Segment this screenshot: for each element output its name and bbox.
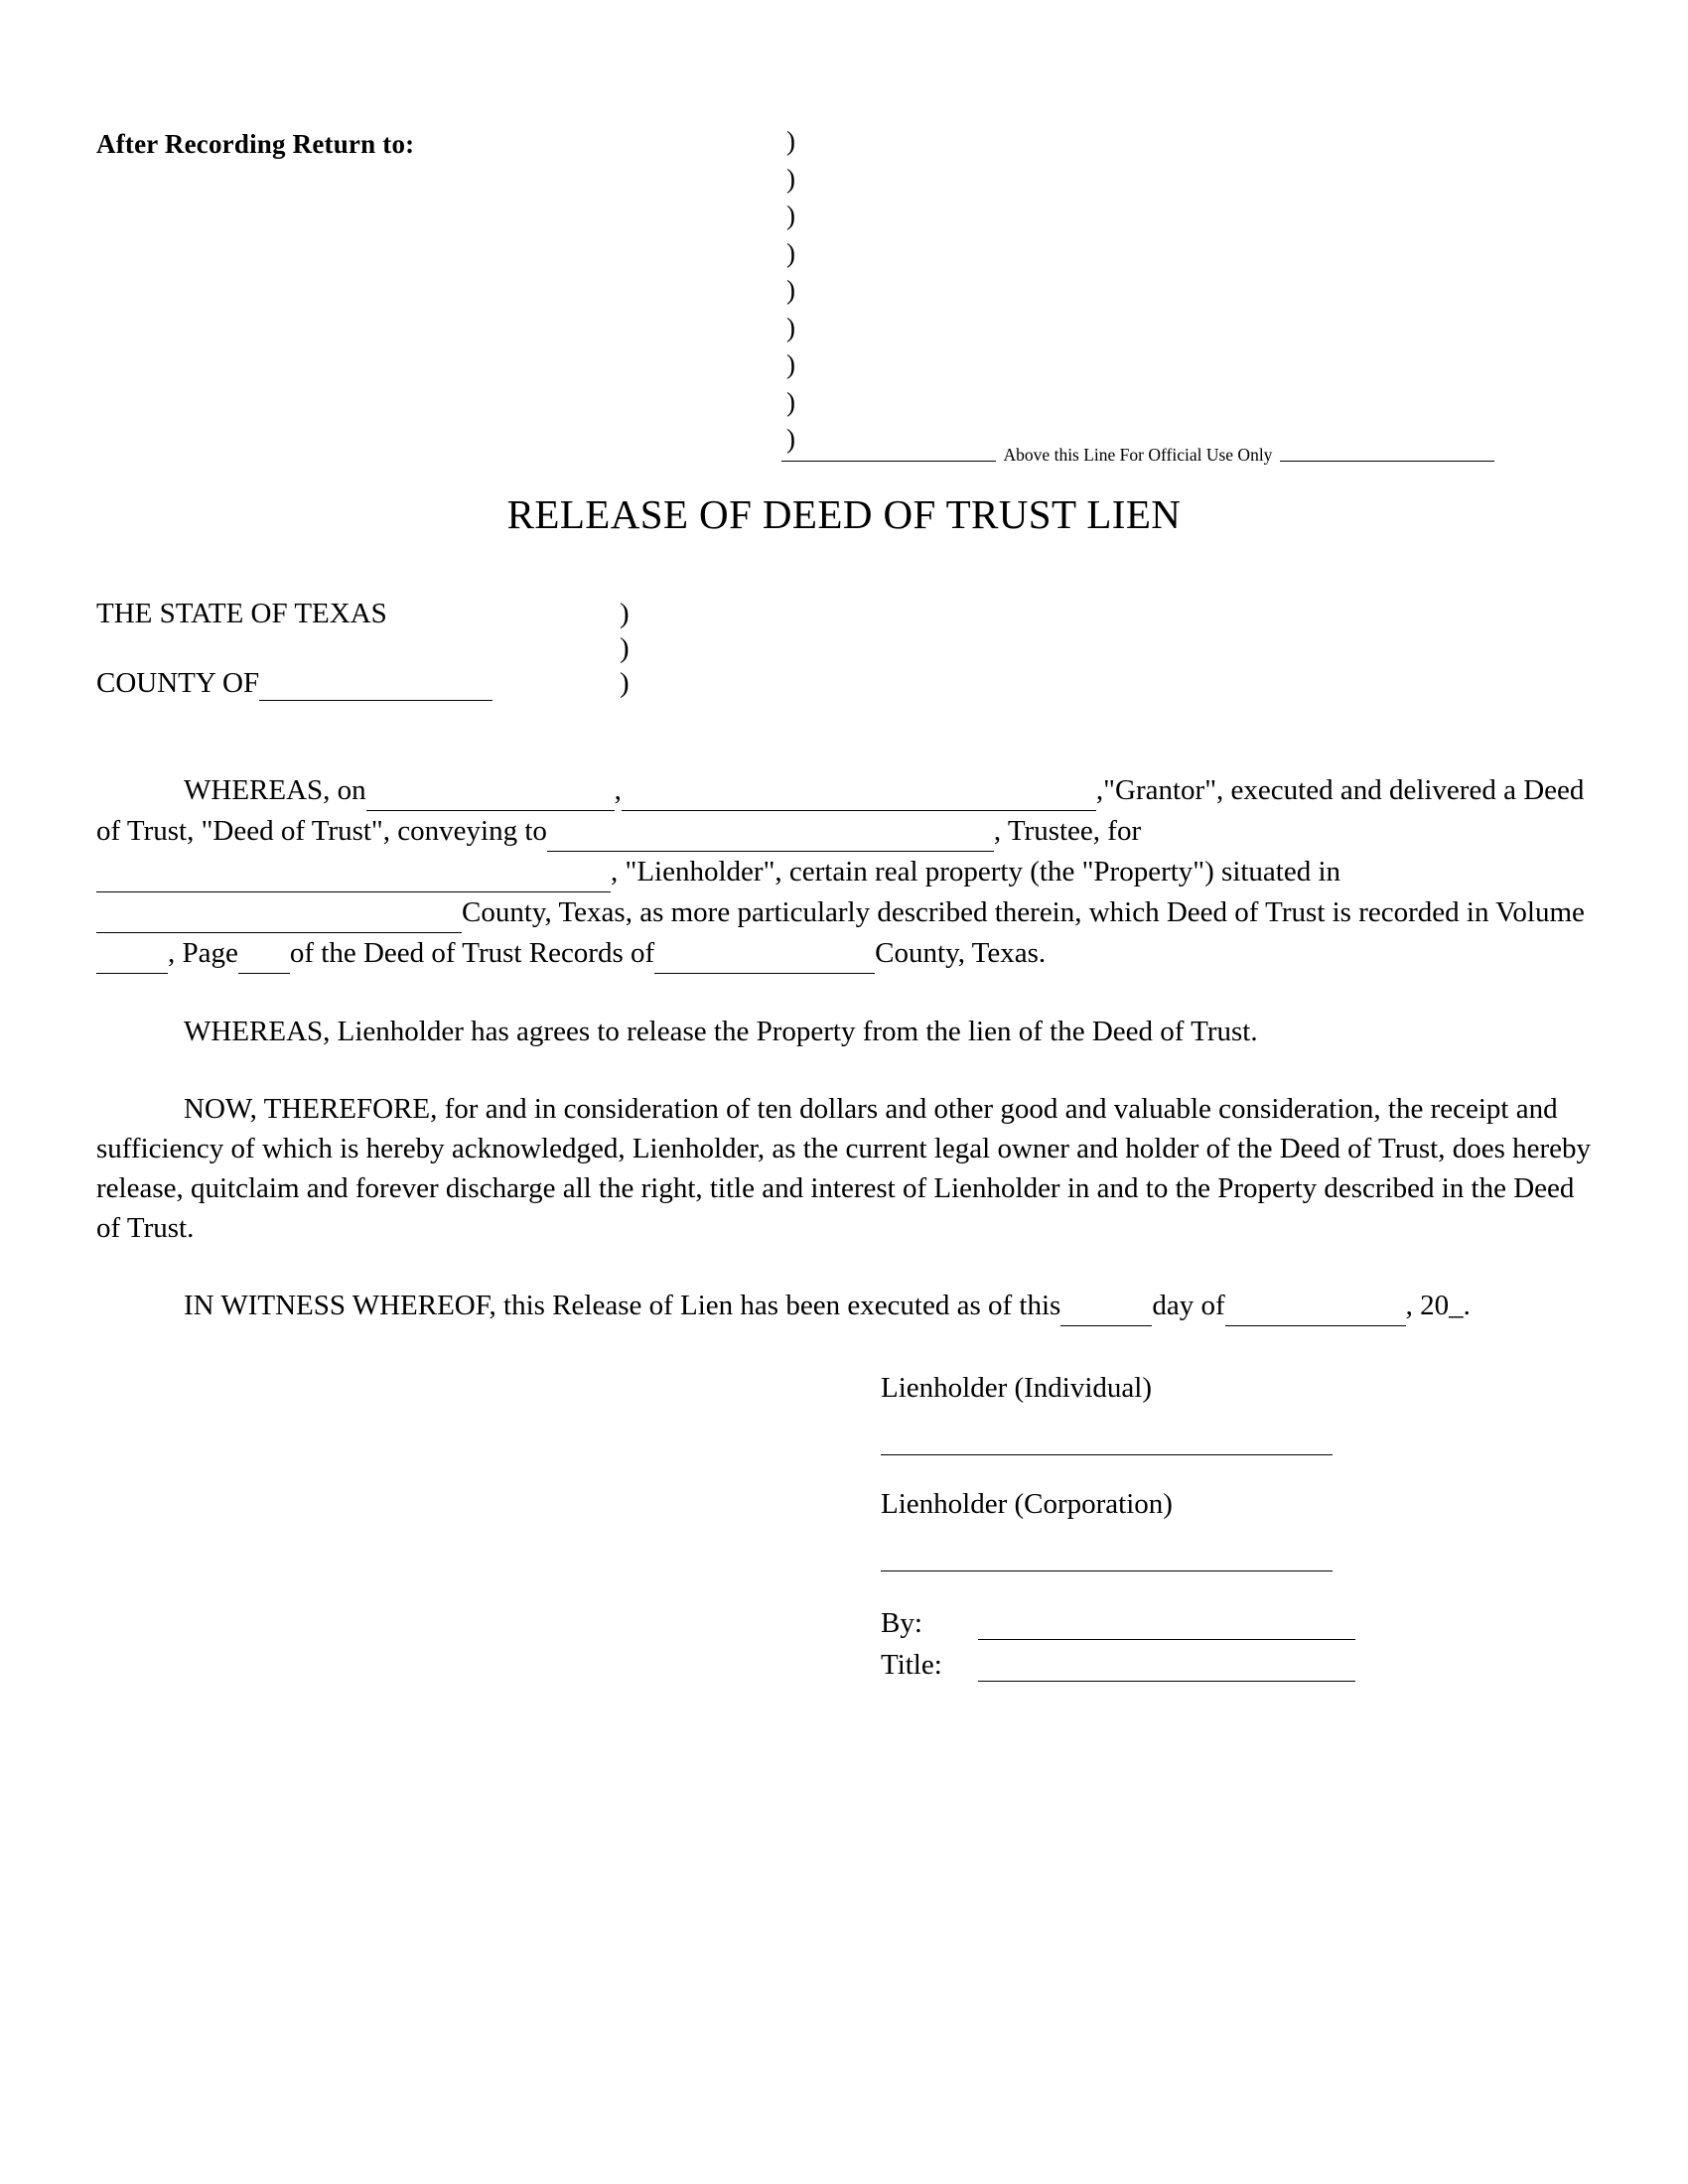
now-therefore-text: NOW, THEREFORE, for and in consideration of ten dollars and other good and valuable consideration, the receipt and sufficiency of which is hereby acknowledged, Lienholder, as the current legal owner and holder of the Deed of Trust, does hereby release, quitclaim and forever discharge all the right, title and interest of Lienholder in and to the Property described in the Deed of Trust. xyxy=(96,1093,1592,1244)
paren-row: ) xyxy=(786,163,795,194)
paren-row: ) xyxy=(786,424,795,454)
trustee-blank[interactable] xyxy=(547,811,994,852)
jurisdiction-paren: ) xyxy=(620,598,630,629)
signature-block xyxy=(881,1372,1592,1691)
paragraph-now-therefore xyxy=(96,1089,1592,1248)
paragraph-whereas-2 xyxy=(96,1012,1592,1051)
month-blank[interactable] xyxy=(1225,1286,1406,1326)
whereas-1-f: , Page xyxy=(168,937,238,969)
title-label: Title: xyxy=(881,1649,942,1681)
lienholder-corporation-signature-line[interactable] xyxy=(881,1570,1333,1571)
witness-b: day of xyxy=(1152,1290,1225,1321)
jurisdiction-paren: ) xyxy=(620,667,630,699)
volume-blank[interactable] xyxy=(96,933,168,974)
county-label: COUNTY OF xyxy=(96,667,260,699)
whereas-1-h: County, Texas. xyxy=(875,937,1047,969)
recording-return-block xyxy=(96,126,1592,465)
return-to-label: After Recording Return to: xyxy=(96,129,415,159)
whereas-1-a: WHEREAS, on xyxy=(184,774,366,806)
paren-row: ) xyxy=(786,386,795,417)
whereas-1-e: County, Texas, as more particularly described therein, which Deed of Trust is recorded in Volume xyxy=(462,896,1585,928)
title-row xyxy=(881,1649,1592,1691)
by-label: By: xyxy=(881,1607,922,1639)
grantor-blank[interactable] xyxy=(622,770,1096,811)
whereas-1-d: , "Lienholder", certain real property (the "Property") situated in xyxy=(611,856,1341,887)
records-county-blank[interactable] xyxy=(654,933,875,974)
by-blank[interactable] xyxy=(978,1639,1355,1640)
county-blank[interactable] xyxy=(259,667,492,701)
paren-row: ) xyxy=(786,349,795,379)
by-title-block xyxy=(881,1607,1592,1691)
title-blank[interactable] xyxy=(978,1681,1355,1682)
whereas-2-text: WHEREAS, Lienholder has agrees to release the Property from the lien of the Deed of Trust. xyxy=(184,1016,1258,1047)
date-blank[interactable] xyxy=(366,770,615,811)
county-line xyxy=(96,667,492,701)
paren-row: ) xyxy=(786,312,795,342)
jurisdiction-block xyxy=(96,598,1592,717)
paragraph-in-witness xyxy=(96,1286,1592,1326)
whereas-1-b: ,"Grantor", executed and delivered a Deed of Trust, "Deed of Trust", conveying to xyxy=(96,774,1585,847)
witness-c: , xyxy=(1405,1290,1413,1321)
paren-row: ) xyxy=(786,237,795,268)
paren-row: ) xyxy=(786,201,795,230)
whereas-1-comma: , xyxy=(614,774,622,806)
lienholder-individual-signature-line[interactable] xyxy=(881,1454,1333,1455)
lienholder-blank[interactable] xyxy=(96,852,611,892)
whereas-1-c: , Trustee, for xyxy=(993,815,1142,847)
witness-a: IN WITNESS WHEREOF, this Release of Lien has been executed as of this xyxy=(184,1290,1061,1321)
whereas-1-g: of the Deed of Trust Records of xyxy=(289,937,655,969)
lienholder-individual-label: Lienholder (Individual) xyxy=(881,1372,1152,1404)
paren-row: ) xyxy=(786,275,795,305)
by-row xyxy=(881,1607,1592,1649)
jurisdiction-paren: ) xyxy=(620,632,630,664)
county-situated-blank[interactable] xyxy=(96,892,462,933)
witness-year: 20_. xyxy=(1420,1290,1471,1321)
official-use-divider xyxy=(781,445,1494,466)
day-blank[interactable] xyxy=(1060,1286,1152,1326)
lienholder-corporation-label: Lienholder (Corporation) xyxy=(881,1488,1173,1520)
paragraph-whereas-1 xyxy=(96,770,1592,974)
page-blank[interactable] xyxy=(238,933,290,974)
document-body xyxy=(96,0,1592,1691)
state-line: THE STATE OF TEXAS xyxy=(96,598,387,629)
body-content xyxy=(96,770,1592,1326)
page-title: RELEASE OF DEED OF TRUST LIEN xyxy=(506,491,1182,537)
paren-row: ) xyxy=(786,126,795,156)
official-use-note: Above this Line For Official Use Only xyxy=(996,445,1281,466)
paren-column xyxy=(786,123,795,459)
